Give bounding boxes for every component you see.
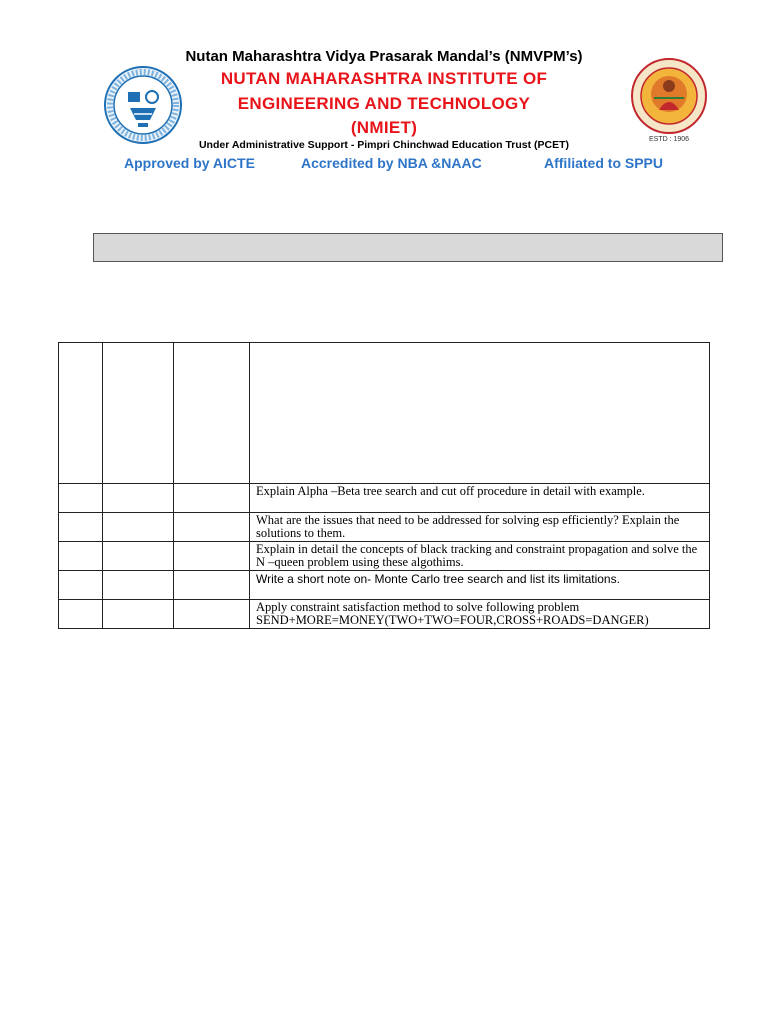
question-text: What are the issues that need to be addressed for solving esp efficiently? Explain the solutions to them. (250, 513, 710, 542)
table-row (59, 513, 710, 542)
question-text: Apply constraint satisfaction method to solve following problem SEND+MORE=MONEY(TWO+TWO=FOUR,CROSS+ROADS=DANGER) (250, 600, 710, 629)
table-cell (174, 343, 250, 484)
table-row (59, 571, 710, 600)
table-header-row (59, 343, 710, 484)
org-name: Nutan Maharashtra Vidya Prasarak Mandal’s (NMVPM’s) (185, 48, 583, 65)
table-row (59, 600, 710, 629)
table-cell (250, 343, 710, 484)
question-text: Explain Alpha –Beta tree search and cut off procedure in detail with example. (250, 484, 710, 513)
table-cell (59, 343, 103, 484)
institute-name-line2: ENGINEERING AND TECHNOLOGY (237, 94, 531, 113)
institute-abbreviation: (NMIET) (350, 118, 418, 137)
accredited-by-nba-naac: Accredited by NBA &NAAC (301, 155, 482, 171)
table-cell (103, 343, 174, 484)
question-text: Write a short note on- Monte Carlo tree search and list its limitations. (250, 571, 710, 600)
estd-text: ESTD : 1906 (648, 136, 690, 143)
pcet-seal (626, 58, 712, 144)
title-bar (93, 233, 723, 262)
table-row (59, 542, 710, 571)
question-table (58, 342, 710, 629)
institute-name-line1: NUTAN MAHARASHTRA INSTITUTE OF (220, 69, 548, 88)
affiliated-to-sppu: Affiliated to SPPU (544, 155, 664, 171)
approved-by-aicte: Approved by AICTE (124, 155, 255, 171)
table-row (59, 484, 710, 513)
administrative-support: Under Administrative Support - Pimpri Chinchwad Education Trust (PCET) (198, 139, 570, 151)
question-text: Explain in detail the concepts of black tracking and constraint propagation and solve the N –queen problem using these algothims. (250, 542, 710, 571)
